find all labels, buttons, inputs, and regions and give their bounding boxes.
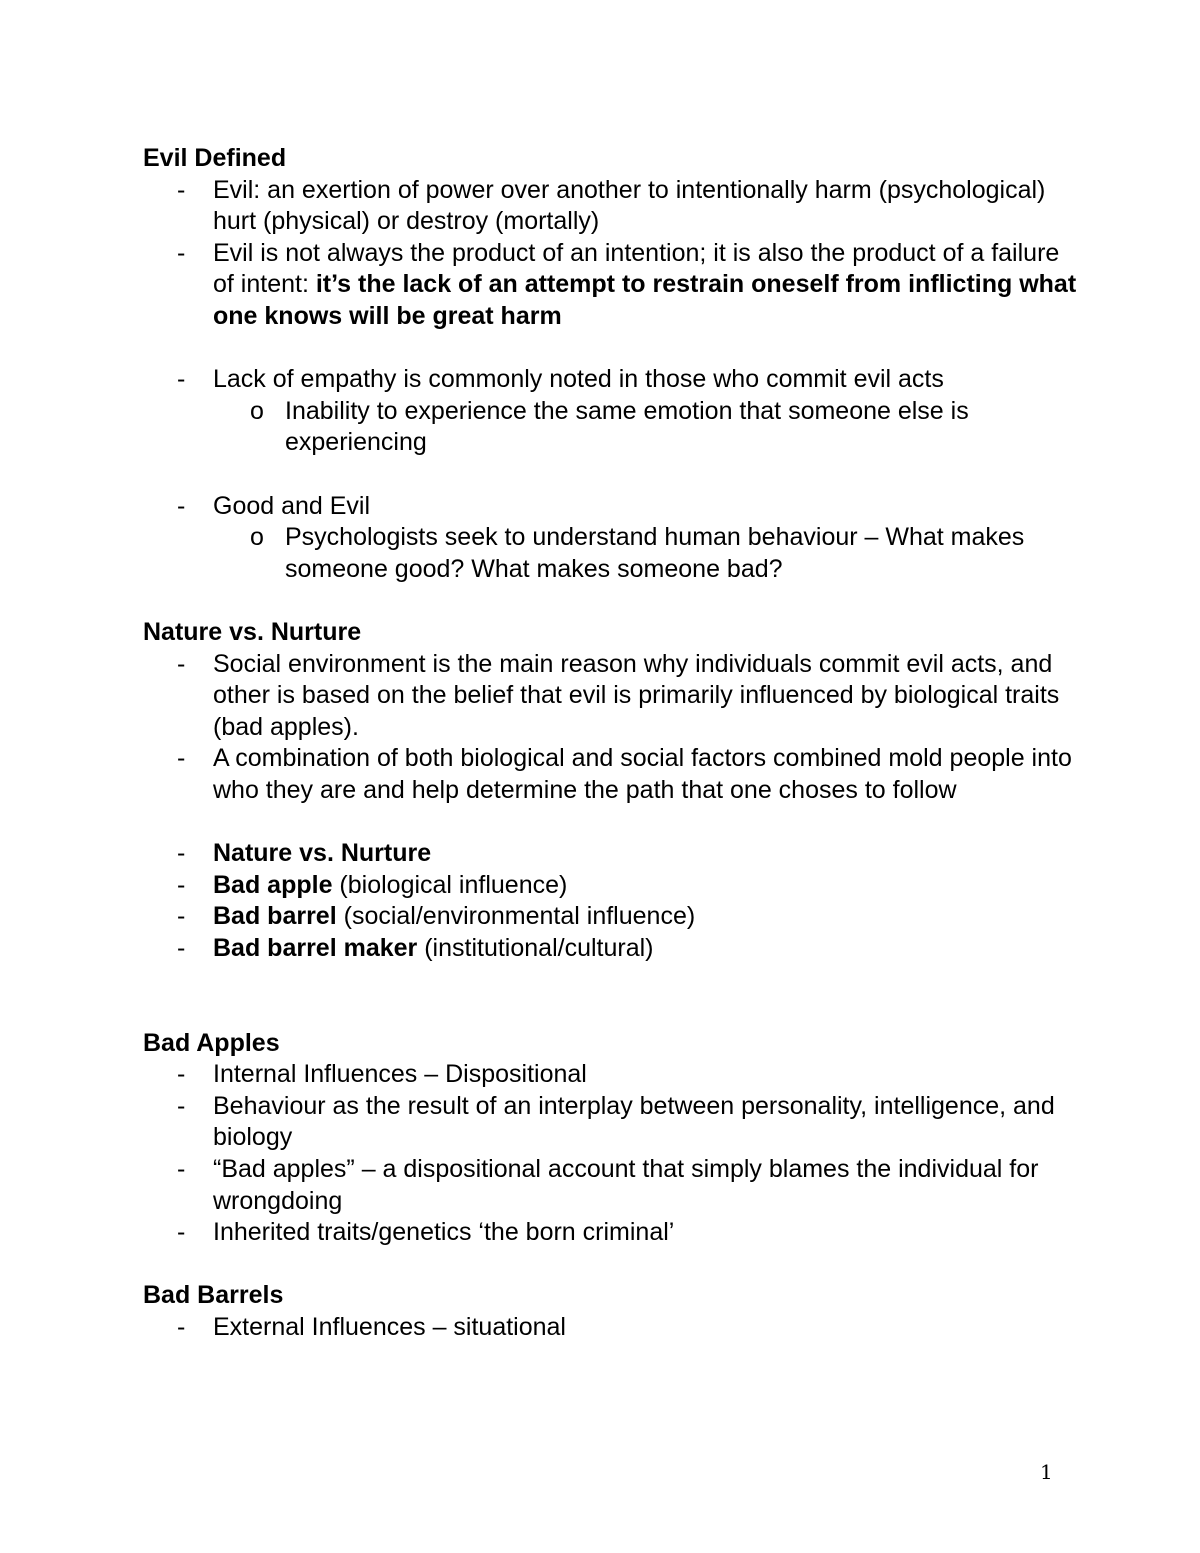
sub-list-item-text: Psychologists seek to understand human behaviour – What makes someone good? What makes someone bad? [285,523,1025,583]
list-item-text: (institutional/cultural) [417,933,654,962]
list-item [143,1091,1083,1154]
list-item [143,901,1083,933]
list-item-text: “Bad apples” – a dispositional account that simply blames the individual for wrongdoing [213,1155,1039,1215]
list-item-text: Evil: an exertion of power over another to intentionally harm (psychological) hurt (physical) or destroy (mortally) [213,175,1046,236]
dash-marker: - [177,744,186,773]
list-item-text: Lack of empathy is commonly noted in those who commit evil acts [213,365,944,394]
list-item-text: Good and Evil [213,491,371,520]
list-item-text: Behaviour as the result of an interplay between personality, intelligence, and biology [213,1091,1055,1152]
list-item [143,364,1083,396]
list-item [143,1217,1083,1249]
list-item-bold-text: Bad barrel maker [213,933,418,962]
list-item-text: Social environment is the main reason why individuals commit evil acts, and other is based on the belief that evil is primarily influenced by biological traits (bad apples). [213,649,1060,741]
list-item-text: Internal Influences – Dispositional [213,1060,587,1089]
list-item-bold-text: Bad barrel [213,902,337,931]
dash-marker: - [177,238,186,267]
dash-marker: - [177,491,186,520]
list-item-text: Inherited traits/genetics ‘the born criminal’ [213,1218,675,1247]
list-item [143,1154,1083,1217]
sub-list-item [143,522,1083,585]
dash-marker: - [177,649,186,678]
section-heading-bad-apples: Bad Apples [143,1028,280,1057]
dash-marker: - [177,933,186,962]
dash-marker: - [177,365,186,394]
list-item-text: (social/environmental influence) [336,902,696,931]
spacer [143,333,1083,365]
list-item-bold-text: Nature vs. Nurture [213,839,432,868]
list-item-text: External Influences – situational [213,1312,566,1341]
list-item [143,238,1083,333]
spacer [143,585,1083,617]
list-item [143,649,1083,744]
section-heading-evil-defined: Evil Defined [143,144,287,172]
spacer [143,1249,1083,1281]
dash-marker: - [177,1218,186,1247]
list-item-bold-text: it’s the lack of an attempt to restrain oneself from inflicting what one knows will be great harm [213,270,1077,330]
dash-marker: - [177,870,186,899]
list-item [143,743,1083,806]
dash-marker: - [177,839,186,868]
list-item [143,933,1083,965]
list-item [143,491,1083,523]
dash-marker: - [177,1091,186,1120]
dash-marker: - [177,1312,186,1341]
sub-list-item-text: Inability to experience the same emotion that someone else is experiencing [285,396,969,457]
spacer [143,806,1083,838]
list-item-bold-text: Bad apple [213,870,333,899]
spacer [143,964,1083,1027]
sub-list-item [143,396,1083,459]
list-item [143,870,1083,902]
list-item-text: A combination of both biological and social factors combined mold people into who they are and help determine the path that one choses to follow [213,744,1072,804]
dash-marker: - [177,1060,186,1089]
list-item-text: Evil is not always the product of an intention; it is also the product of a failure of intent: [213,238,1060,299]
list-item [143,175,1083,238]
list-item [143,1059,1083,1091]
page-content [143,143,1083,1344]
dash-marker: - [177,175,186,204]
circle-marker: o [250,523,264,552]
section-heading-bad-barrels: Bad Barrels [143,1281,284,1310]
spacer [143,459,1083,491]
circle-marker: o [250,396,264,425]
list-item [143,838,1083,870]
section-heading-nature-vs-nurture: Nature vs. Nurture [143,617,362,646]
list-item [143,1312,1083,1344]
list-item-text: (biological influence) [332,870,568,899]
page-number: 1 [1040,1460,1053,1484]
dash-marker: - [177,902,186,931]
dash-marker: - [177,1155,186,1183]
